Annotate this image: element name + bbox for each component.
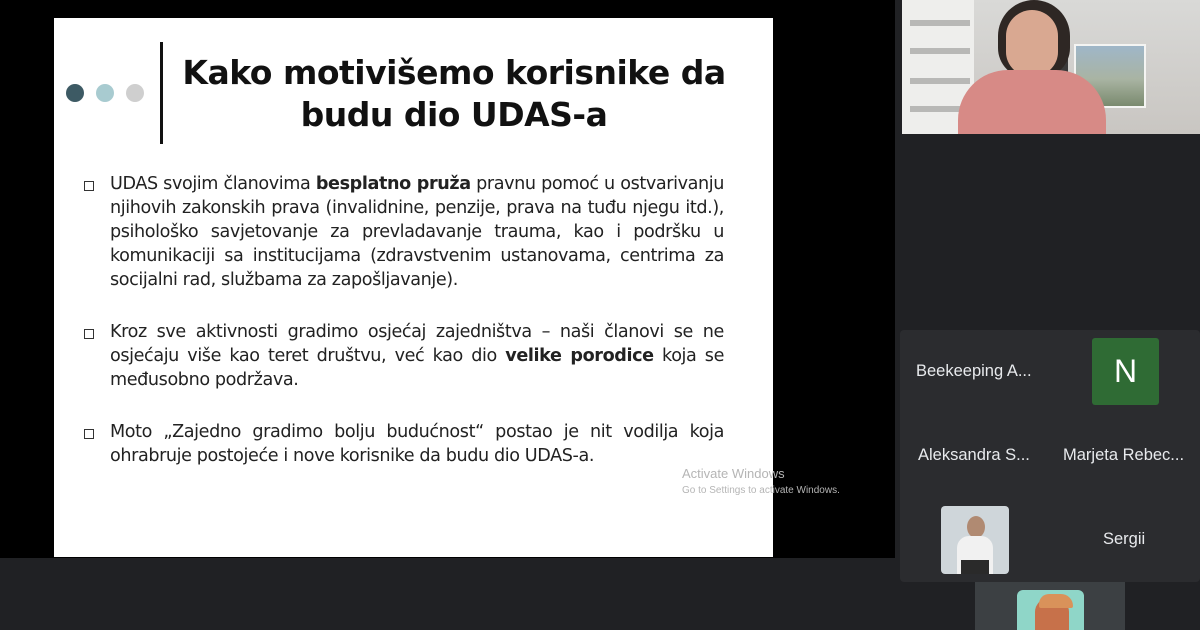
participant-name-1[interactable]: Beekeeping A... bbox=[916, 362, 1032, 380]
dot-2 bbox=[96, 84, 114, 102]
participant-photo-thumbnail[interactable] bbox=[941, 506, 1009, 574]
square-bullet-icon bbox=[84, 429, 94, 439]
slide-title bbox=[174, 52, 734, 136]
watermark-title: Activate Windows bbox=[682, 466, 785, 481]
bullet-text-1: UDAS svojim članovima besplatno pruža pravnu pomoć u ostvarivanju njihovih zakonskih prava (invalidnine, penzije, prava na tuđu njegu itd.), psihološko savjetovanje za prevladavanje trauma, kao i podršku u komunikaciji sa institucijama (zdravstvenim ustanovama, centrima za socijalni rad, službama za zapošljavanje). bbox=[110, 174, 724, 290]
slide bbox=[54, 18, 773, 557]
participant-name-3[interactable]: Marjeta Rebec... bbox=[1063, 446, 1185, 464]
speaker-face bbox=[1006, 10, 1058, 76]
decorative-dots bbox=[66, 84, 144, 102]
bullet-text-3: Moto „Zajedno gradimo bolju budućnost“ postao je nit vodilja koja ohrabruje postojeće i nove korisnike da budu dio UDAS-a. bbox=[110, 422, 724, 466]
square-bullet-icon bbox=[84, 181, 94, 191]
bullet-item-3 bbox=[84, 420, 724, 468]
dot-1 bbox=[66, 84, 84, 102]
speaker-video-tile[interactable] bbox=[902, 0, 1200, 134]
participant-avatar-n[interactable]: N bbox=[1092, 338, 1159, 405]
speaker-body bbox=[958, 70, 1106, 134]
square-bullet-icon bbox=[84, 329, 94, 339]
slide-title-line-1: Kako motivišemo korisnike da bbox=[182, 53, 726, 92]
bullet-item-1 bbox=[84, 172, 724, 292]
slide-title-line-2: budu dio UDAS-a bbox=[300, 95, 608, 134]
bullet-item-2 bbox=[84, 320, 724, 392]
bullet-list bbox=[84, 172, 724, 496]
bullet-text-2: Kroz sve aktivnosti gradimo osjećaj zajedništva – naši članovi se ne osjećaju više kao teret društvu, već kao dio velike porodice koja se međusobno podržava. bbox=[110, 322, 724, 390]
cap-avatar-icon[interactable] bbox=[1017, 590, 1084, 630]
dot-3 bbox=[126, 84, 144, 102]
participant-name-2[interactable]: Aleksandra S... bbox=[918, 446, 1030, 464]
title-divider bbox=[160, 42, 163, 144]
watermark-subtitle: Go to Settings to activate Windows. bbox=[682, 485, 840, 496]
participant-name-4[interactable]: Sergii bbox=[1103, 530, 1146, 548]
activate-windows-watermark bbox=[682, 466, 840, 496]
